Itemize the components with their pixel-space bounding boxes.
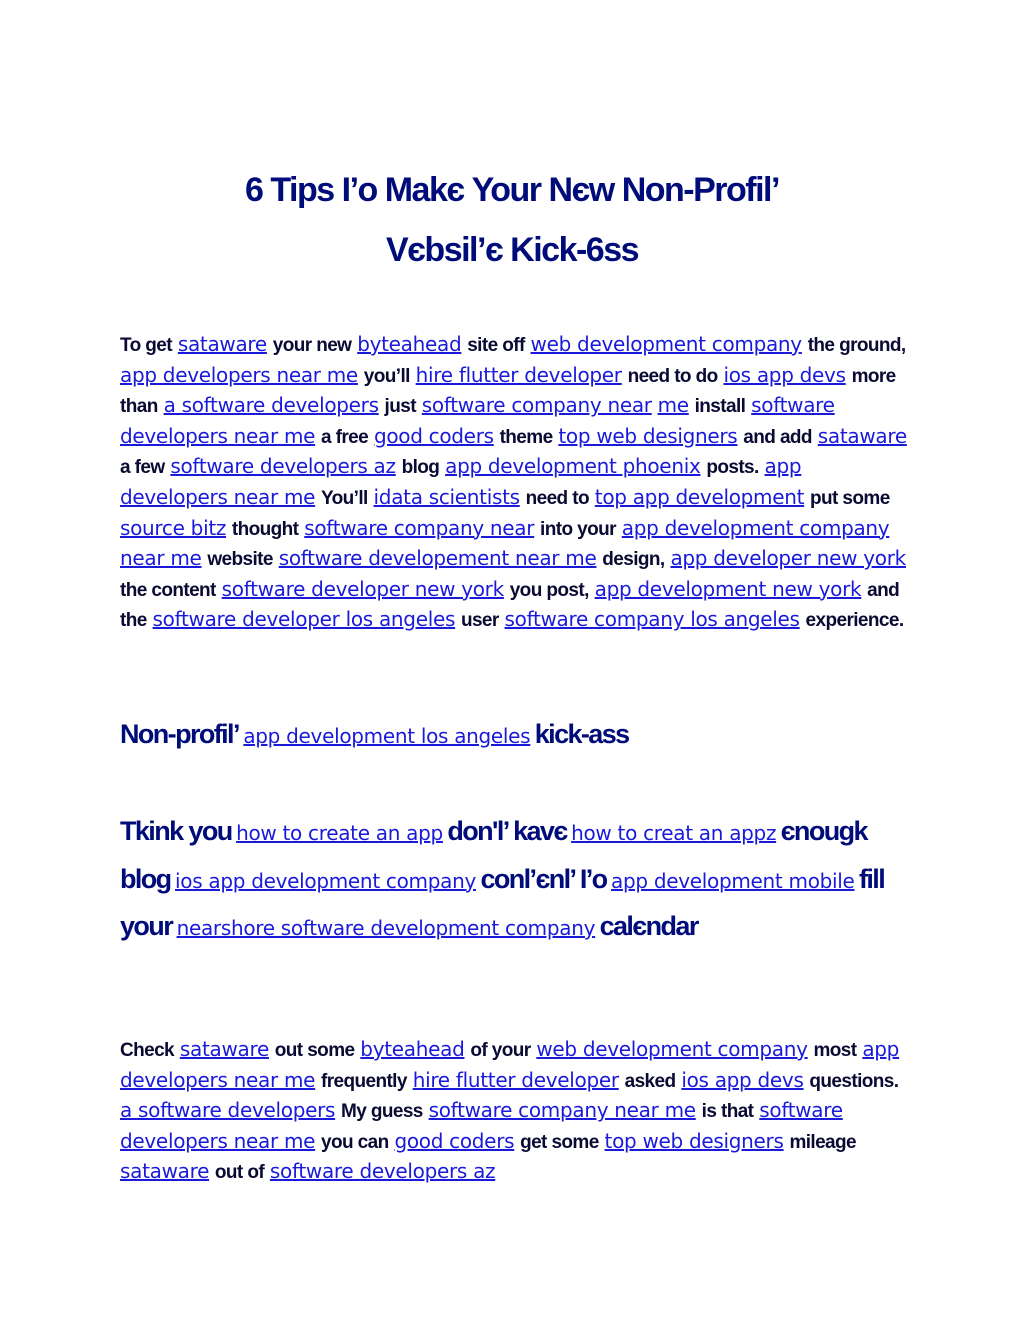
inline-link[interactable]: software company los angeles [504,607,800,632]
bold-text: design, [602,549,665,571]
inline-link[interactable]: software developers near me [120,393,835,448]
inline-link[interactable]: ios app devs [723,362,846,387]
bold-text: user [460,610,499,632]
bold-text: just [384,396,416,418]
inline-link[interactable]: sataware [120,1159,210,1184]
inline-link[interactable]: app developer new york [670,546,906,571]
bold-text: calєndar [599,911,698,941]
bold-text: out of [214,1162,265,1184]
inline-link[interactable]: sataware [817,423,907,448]
inline-link[interactable]: web development company [530,332,802,356]
bold-text: install [694,396,746,418]
paragraph-check [120,1035,910,1188]
inline-link[interactable]: how to create an app [236,821,443,845]
inline-link[interactable]: a software developers [120,1098,336,1123]
bold-text: need to do [627,365,718,387]
inline-link[interactable]: software company near [421,393,652,418]
inline-link[interactable]: sataware [177,332,267,356]
bold-text: blog [401,457,440,479]
bold-text: a free [320,426,369,448]
inline-link[interactable]: byteahead [360,1037,465,1061]
inline-link[interactable]: app development los angeles [243,724,531,748]
bold-text: My guess [340,1101,423,1123]
inline-link[interactable]: byteahead [357,332,462,356]
inline-link[interactable]: software developer los angeles [152,607,456,632]
bold-text: need to [525,487,589,509]
inline-link[interactable]: software company near me [428,1098,696,1123]
inline-link[interactable]: app development company near me [120,515,890,571]
bold-text: you can [320,1131,389,1153]
bold-text: the ground, [807,335,906,356]
bold-text: conl’єnl’ I’o [480,863,607,894]
bold-text: and the [120,579,900,632]
bold-text: Check [120,1040,175,1061]
bold-text: To get [120,335,172,356]
inline-link[interactable]: hire flutter developer [412,1067,619,1092]
bold-text: more than [120,365,896,418]
bold-text: website [207,549,273,571]
inline-link[interactable]: software developers az [269,1159,496,1184]
inline-link[interactable]: idata scientists [373,484,520,509]
bold-text: is that [701,1101,754,1123]
bold-text: fill your [120,863,885,941]
inline-link[interactable]: software company near [304,515,535,540]
bold-text: mileage [789,1131,856,1153]
bold-text: frequently [320,1070,407,1092]
bold-text: єnougk blog [120,816,867,894]
bold-text: don'l’ kavє [447,816,567,846]
document-title [0,160,1024,280]
inline-link[interactable]: nearshore software development company [176,916,596,940]
bold-text: a few [120,457,165,479]
inline-link[interactable]: software developers near me [120,1098,843,1153]
inline-link[interactable]: app development new york [594,576,862,601]
bold-text: put some [810,487,890,509]
title-line-2: Vєbsil’є Kick-6ss [385,231,639,269]
inline-link[interactable]: top web designers [604,1128,784,1153]
inline-link[interactable]: top app development [594,484,805,509]
bold-text: Tkink you [120,816,232,846]
bold-text: get some [520,1131,599,1153]
bold-text: kick-ass [534,719,629,749]
inline-link[interactable]: app developers near me [120,1037,900,1092]
inline-link[interactable]: app development phoenix [445,454,701,479]
bold-text: questions. [809,1070,899,1092]
title-line-1: 6 Tips I’o Makє Your Nєw Non-Profil’ [245,171,779,209]
bold-text: your new [272,335,352,356]
inline-link[interactable]: software developement near me [278,546,597,571]
inline-link[interactable]: a software developers [163,393,379,418]
bold-text: Non-profil’ [120,719,239,749]
inline-link[interactable]: app developers near me [120,362,358,387]
inline-link[interactable]: ios app devs [681,1067,804,1092]
inline-link[interactable]: app developers near me [120,454,802,509]
inline-link[interactable]: source bitz [120,515,227,540]
bold-text: the content [120,579,216,601]
bold-text: theme [499,426,553,448]
bold-text: and add [743,426,812,448]
inline-link[interactable]: ios app development company [175,868,476,893]
inline-link[interactable]: top web designers [558,423,738,448]
bold-text: you post, [509,579,589,601]
inline-link[interactable]: web development company [536,1037,808,1061]
inline-link[interactable]: how to creat an appz [571,821,777,845]
bold-text: site off [467,335,525,356]
bold-text: You’ll [320,487,368,509]
bold-text: posts. [706,457,759,479]
inline-link[interactable]: software developers az [170,454,396,479]
heading-nonprofit [120,714,900,759]
bold-text: thought [231,518,299,540]
bold-text: most [813,1040,857,1061]
bold-text: experience. [805,610,904,632]
inline-link[interactable]: software developer new york [221,576,504,601]
inline-link[interactable]: good coders [394,1128,515,1153]
inline-link[interactable]: sataware [179,1037,269,1061]
inline-link[interactable]: hire flutter developer [415,362,622,387]
bold-text: into your [540,518,616,540]
bold-text: of your [470,1040,531,1061]
inline-link[interactable]: good coders [373,423,494,448]
inline-link[interactable]: app development mobile [611,868,855,893]
bold-text: out some [274,1040,355,1061]
paragraph-intro [120,330,910,636]
bold-text: you’ll [363,365,410,387]
heading-think-you [120,810,900,953]
bold-text: asked [624,1070,676,1092]
inline-link[interactable]: me [657,393,689,418]
